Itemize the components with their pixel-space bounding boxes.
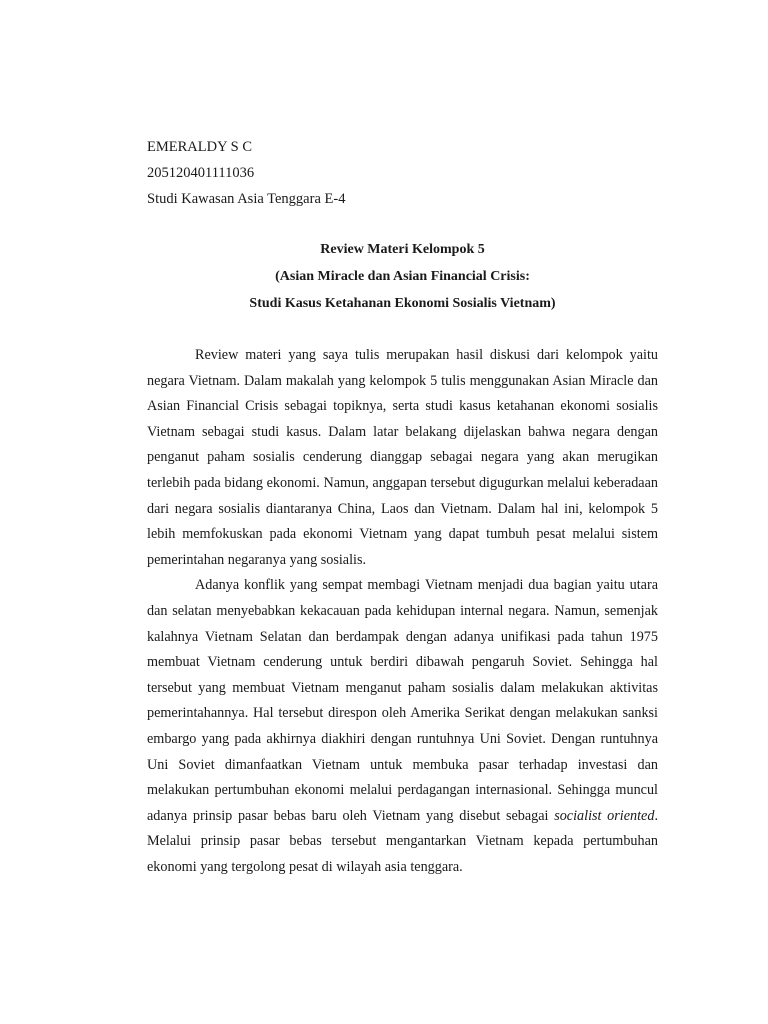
paragraph-2-text-b: . Melalui prinsip pasar bebas tersebut mengantarkan Vietnam kepada pertumbuhan ekonomi yang tergolong pesat di wilayah asia tenggara.: [147, 807, 658, 875]
document-title-block: [147, 236, 658, 317]
document-page: [147, 134, 658, 880]
paragraph-2-italic-term: socialist oriented: [554, 807, 655, 824]
author-header: [147, 134, 658, 212]
document-subtitle-2: Studi Kasus Ketahanan Ekonomi Sosialis Vietnam): [249, 296, 556, 311]
paragraph-2: [147, 573, 658, 880]
document-subtitle: (Asian Miracle dan Asian Financial Crisis:: [275, 269, 530, 284]
document-body: [147, 343, 658, 880]
course-name: Studi Kawasan Asia Tenggara E-4: [147, 191, 346, 207]
author-name: EMERALDY S C: [147, 139, 252, 155]
paragraph-1: Review materi yang saya tulis merupakan hasil diskusi dari kelompok yaitu negara Vietnam. Dalam makalah yang kelompok 5 tulis menggunakan Asian Miracle dan Asian Financial Crisis sebagai topiknya, serta studi kasus ketahanan ekonomi sosialis Vietnam sebagai studi kasus. Dalam latar belakang dijelaskan bahwa negara dengan penganut paham sosialis cenderung dianggap sebagai negara yang akan merugikan terlebih pada bidang ekonomi. Namun, anggapan tersebut digugurkan melalui keberadaan dari negara sosialis diantaranya China, Laos dan Vietnam. Dalam hal ini, kelompok 5 lebih memfokuskan pada ekonomi Vietnam yang dapat tumbuh pesat melalui sistem pemerintahan negaranya yang sosialis.: [147, 347, 658, 568]
student-id: 205120401111036: [147, 165, 255, 181]
paragraph-2-text-a: Adanya konflik yang sempat membagi Vietnam menjadi dua bagian yaitu utara dan selatan menyebabkan kekacauan pada kehidupan internal negara. Namun, semenjak kalahnya Vietnam Selatan dan berdampak dengan adanya unifikasi pada tahun 1975 membuat Vietnam cenderung untuk berdiri dibawah pengaruh Soviet. Sehingga hal tersebut yang membuat Vietnam menganut paham sosialis dalam melakukan aktivitas pemerintahannya. Hal tersebut direspon oleh Amerika Serikat dengan melakukan sanksi embargo yang pada akhirnya diakhiri dengan runtuhnya Uni Soviet. Dengan runtuhnya Uni Soviet dimanfaatkan Vietnam untuk membuka pasar terhadap investasi dan melakukan pertumbuhan ekonomi melalui perdagangan internasional. Sehingga muncul adanya prinsip pasar bebas baru oleh Vietnam yang disebut sebagai: [147, 577, 658, 824]
document-title: Review Materi Kelompok 5: [320, 242, 485, 257]
